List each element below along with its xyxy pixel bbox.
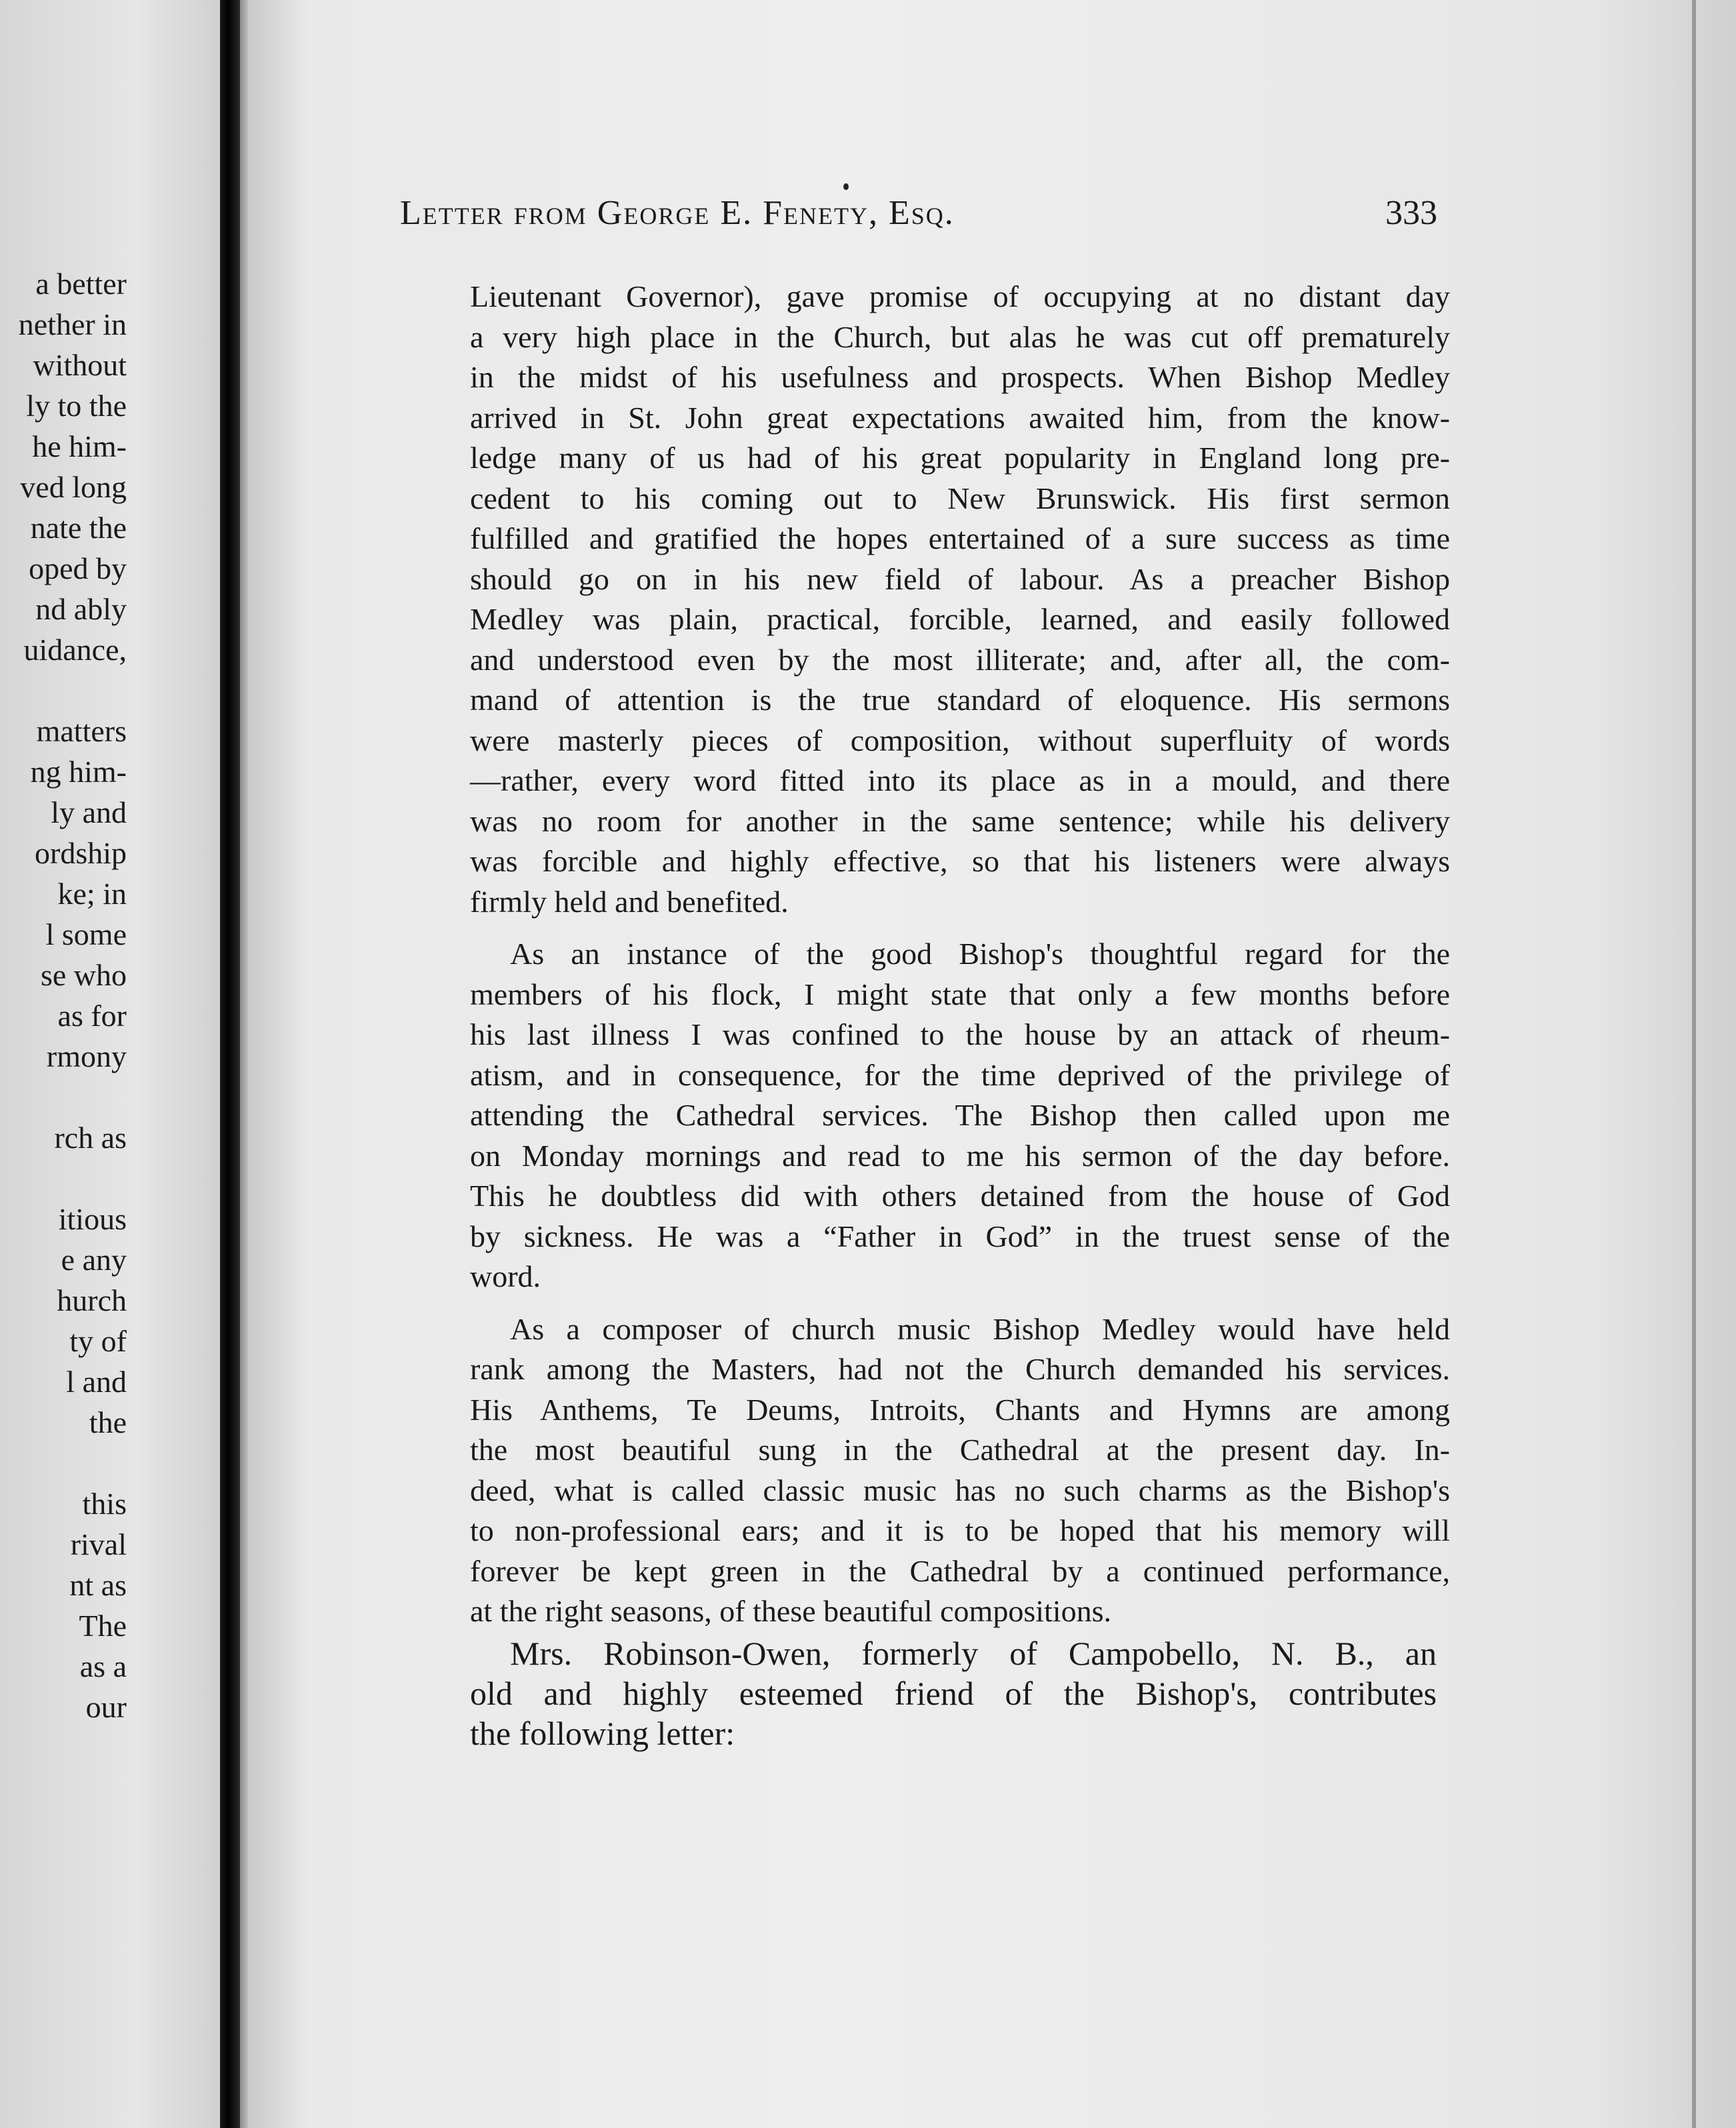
- left-page-line: rival: [70, 1527, 127, 1561]
- left-page-line: [0, 1077, 127, 1117]
- left-facing-page: [0, 0, 227, 2128]
- print-speck: [843, 183, 849, 190]
- closing-paragraph: [470, 1633, 1437, 1753]
- left-page-line: [0, 1158, 127, 1199]
- body-line: a very high place in the Church, but alas he was cut off prematurely: [470, 319, 1450, 354]
- body-line: at the right seasons, of these beautiful compositions.: [470, 1594, 1111, 1628]
- left-page-line: [0, 1443, 127, 1483]
- body-line: members of his flock, I might state that only a few months before: [470, 977, 1450, 1011]
- body-line: fulfilled and gratified the hopes entertained of a sure success as time: [470, 521, 1450, 555]
- body-line: was forcible and highly effective, so that his listeners were always: [470, 844, 1450, 878]
- body-line: cedent to his coming out to New Brunswick. His first sermon: [470, 481, 1450, 515]
- left-page-line: matters: [36, 714, 127, 748]
- body-line: and understood even by the most illiterate; and, after all, the com-: [470, 642, 1450, 677]
- left-page-line: as a: [79, 1649, 127, 1683]
- left-page-line: l and: [66, 1365, 127, 1399]
- body-line: Lieutenant Governor), gave promise of occupying at no distant day: [470, 279, 1450, 313]
- left-page-line: this: [82, 1487, 127, 1521]
- book-gutter: [220, 0, 240, 2128]
- body-line: should go on in his new field of labour. As a preacher Bishop: [470, 561, 1450, 596]
- body-line: on Monday mornings and read to me his sermon of the day before.: [470, 1138, 1450, 1173]
- left-page-line: he him-: [32, 429, 127, 463]
- closing-line: Mrs. Robinson-Owen, formerly of Campobello, N. B., an: [510, 1635, 1437, 1672]
- left-page-line: [0, 670, 127, 711]
- left-page-line: l some: [45, 917, 127, 951]
- body-line: ledge many of us had of his great popularity in England long pre-: [470, 441, 1450, 475]
- body-line: As a composer of church music Bishop Medley would have held: [510, 1311, 1450, 1346]
- running-title: Letter from George E. Fenety, Esq.: [400, 194, 955, 232]
- body-line: atism, and in consequence, for the time deprived of the privilege of: [470, 1057, 1450, 1092]
- left-page-line: ke; in: [57, 877, 127, 911]
- body-line: arrived in St. John great expectations awaited him, from the know-: [470, 400, 1450, 435]
- paragraph-1: [470, 277, 1450, 922]
- left-page-line: ved long: [20, 470, 127, 504]
- running-head: [400, 193, 1467, 233]
- paragraph-2: [470, 934, 1450, 1297]
- left-page-line: ly to the: [26, 389, 127, 423]
- body-line: word.: [470, 1259, 541, 1293]
- body-line: mand of attention is the true standard of eloquence. His sermons: [470, 683, 1450, 717]
- left-page-line: se who: [40, 958, 127, 992]
- page-number: 333: [1385, 194, 1437, 232]
- left-page-line: oped by: [29, 551, 127, 585]
- body-line: His Anthems, Te Deums, Introits, Chants and Hymns are among: [470, 1392, 1450, 1427]
- body-line: firmly held and benefited.: [470, 884, 789, 919]
- left-page-line: without: [33, 348, 127, 382]
- left-page-line: the: [89, 1405, 127, 1439]
- left-page-line: ng him-: [30, 755, 127, 789]
- body-line: forever be kept green in the Cathedral by a continued performance,: [470, 1553, 1450, 1588]
- left-page-line: ly and: [51, 795, 127, 829]
- body-line: attending the Cathedral services. The Bishop then called upon me: [470, 1098, 1450, 1132]
- left-page-line: a better: [35, 267, 127, 301]
- left-page-line: ty of: [69, 1324, 127, 1358]
- body-line: in the midst of his usefulness and prospects. When Bishop Medley: [470, 360, 1450, 394]
- left-page-line: nate the: [30, 511, 127, 545]
- closing-line: the following letter:: [470, 1715, 735, 1752]
- body-line: This he doubtless did with others detained from the house of God: [470, 1179, 1450, 1213]
- body-line: Medley was plain, practical, forcible, learned, and easily followed: [470, 602, 1450, 636]
- body-line: his last illness I was confined to the house by an attack of rheum-: [470, 1017, 1450, 1051]
- gutter-shadow: [240, 0, 248, 2128]
- body-line: rank among the Masters, had not the Church demanded his services.: [470, 1352, 1450, 1386]
- closing-line: old and highly esteemed friend of the Bishop's, contributes: [470, 1675, 1437, 1712]
- body-line: deed, what is called classic music has no such charms as the Bishop's: [470, 1473, 1450, 1507]
- left-page-line: as for: [57, 999, 127, 1033]
- body-line: As an instance of the good Bishop's thoughtful regard for the: [510, 937, 1450, 971]
- body-text: [470, 277, 1450, 1632]
- paragraph-3: [470, 1309, 1450, 1632]
- body-line: to non-professional ears; and it is to be hoped that his memory will: [470, 1513, 1450, 1547]
- left-page-line: hurch: [57, 1283, 127, 1317]
- left-page-line: rmony: [46, 1039, 127, 1073]
- left-page-line: nt as: [69, 1568, 127, 1602]
- body-line: —rather, every word fitted into its place as in a mould, and there: [470, 763, 1450, 797]
- left-page-text-fragments: [0, 263, 127, 1727]
- left-page-line: rch as: [54, 1121, 127, 1155]
- body-line: by sickness. He was a “Father in God” in the truest sense of the: [470, 1219, 1450, 1253]
- left-page-line: The: [79, 1609, 127, 1643]
- left-page-line: itious: [58, 1202, 127, 1236]
- page-edge: [1692, 0, 1696, 2128]
- left-page-line: nd ably: [35, 592, 127, 626]
- body-line: was no room for another in the same sentence; while his delivery: [470, 803, 1450, 838]
- left-page-line: uidance,: [23, 633, 127, 667]
- left-page-line: e any: [61, 1243, 127, 1277]
- left-page-line: ordship: [35, 836, 127, 870]
- left-page-line: nether in: [18, 307, 127, 341]
- left-page-line: our: [85, 1690, 127, 1724]
- body-line: the most beautiful sung in the Cathedral at the present day. In-: [470, 1433, 1450, 1467]
- body-line: were masterly pieces of composition, without superfluity of words: [470, 723, 1450, 757]
